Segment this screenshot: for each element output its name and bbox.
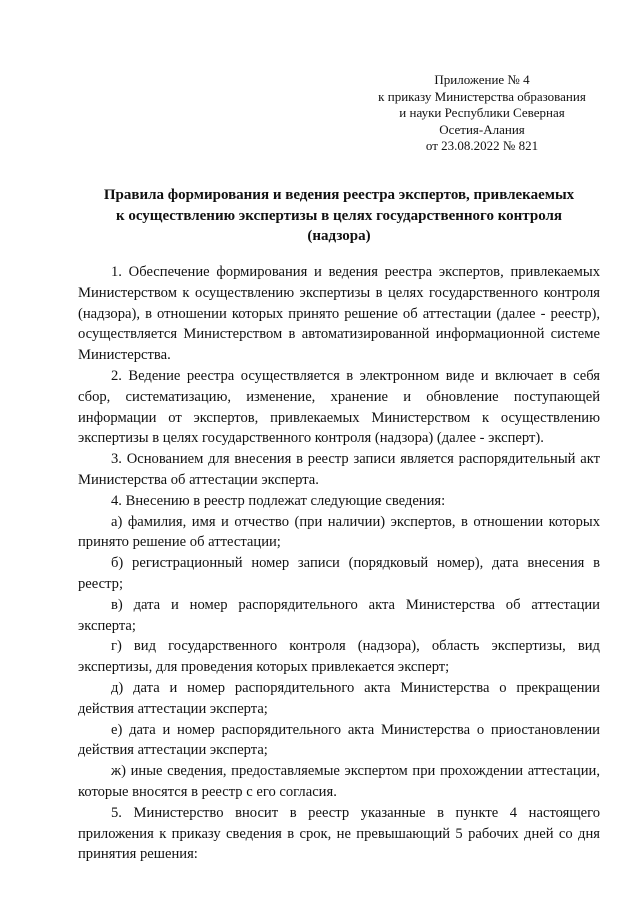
appendix-order-line: к приказу Министерства образования xyxy=(378,88,586,104)
document-body xyxy=(78,262,600,865)
paragraph-5: 5. Министерство вносит в реестр указанные в пункте 4 настоящего приложения к приказу сведения в срок, не превышающий 5 рабочих дней со дня принятия решения: xyxy=(78,804,600,863)
appendix-region-line: Осетия-Алания xyxy=(439,121,525,137)
appendix-header xyxy=(372,72,592,155)
paragraph-3: 3. Основанием для внесения в реестр записи является распорядительный акт Министерства об аттестации эксперта. xyxy=(78,451,600,488)
paragraph-4: 4. Внесению в реестр подлежат следующие сведения: xyxy=(111,492,446,509)
list-item-a: а) фамилия, имя и отчество (при наличии) экспертов, в отношении которых принято решение об аттестации; xyxy=(78,513,600,551)
appendix-number: Приложение № 4 xyxy=(434,72,530,87)
title-line-2: к осуществлению экспертизы в целях государственного контроля xyxy=(115,207,563,224)
document-title xyxy=(78,185,600,247)
list-item-b: б) регистрационный номер записи (порядковый номер), дата внесения в реестр; xyxy=(78,555,600,592)
list-item-g: г) вид государственного контроля (надзора), область экспертизы, вид экспертизы, для проведения которых привлекается эксперт; xyxy=(78,638,600,676)
title-line-3: (надзора) xyxy=(307,228,371,244)
paragraph-2: 2. Ведение реестра осуществляется в электронном виде и включает в себя сбор, систематизацию, изменение, хранение и обновление поступающей информации от экспертов, привлекаемых Министерством к осуществлению экспертизы в целях государственного контроля (надзора) (далее - эксперт). xyxy=(78,367,600,447)
paragraph-1: 1. Обеспечение формирования и ведения реестра экспертов, привлекаемых Министерством к осуществлению экспертизы в целях государственного контроля (надзора), в отношении которых принято решение об аттестации (далее - реестр), осуществляется Министерством в автоматизированной информационной системе Министерства. xyxy=(78,264,600,364)
list-item-e: е) дата и номер распорядительного акта Министерства о приостановлении действия аттестации эксперта; xyxy=(78,721,600,759)
title-line-1: Правила формирования и ведения реестра экспертов, привлекаемых xyxy=(103,187,575,203)
appendix-date-line: от 23.08.2022 № 821 xyxy=(425,138,539,153)
list-item-zh: ж) иные сведения, предоставляемые экспертом при прохождении аттестации, которые вносятся в реестр с его согласия. xyxy=(78,763,600,800)
list-item-d: д) дата и номер распорядительного акта Министерства о прекращении действия аттестации эксперта; xyxy=(78,679,600,717)
appendix-ministry-line: и науки Республики Северная xyxy=(399,105,565,120)
list-item-v: в) дата и номер распорядительного акта Министерства об аттестации эксперта; xyxy=(78,596,600,634)
